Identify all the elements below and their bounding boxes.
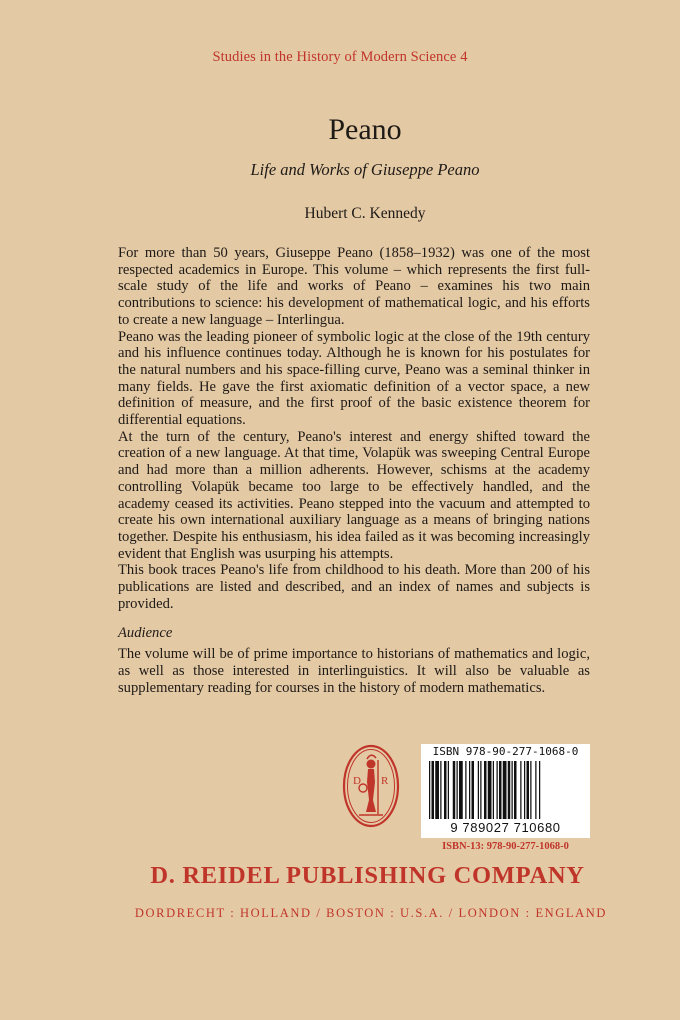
logo-letter-left: D xyxy=(353,775,361,787)
publisher-cities: DORDRECHT : HOLLAND / BOSTON : U.S.A. / LONDON : ENGLAND xyxy=(134,906,608,920)
barcode-isbn-label: ISBN 978-90-277-1068-0 xyxy=(432,745,579,758)
publisher-logo-icon xyxy=(341,742,401,830)
book-title: Peano xyxy=(328,113,402,146)
barcode xyxy=(421,744,590,838)
author-name: Hubert C. Kennedy xyxy=(304,205,426,222)
paragraph-4: This book traces Peano's life from childhood to his death. More than 200 of his publications are listed and described, and an index of names and subjects is provided. xyxy=(118,562,590,612)
paragraph-1: For more than 50 years, Giuseppe Peano (1858–1932) was one of the most respected academics in Europe. This volume – which represents the first full-scale study of the life and works of Peano – examines his two main contributions to science: his development of mathematical logic, and his efforts to create a new language – Interlingua. xyxy=(118,245,590,328)
publisher-name: D. REIDEL PUBLISHING COMPANY xyxy=(150,862,585,889)
description-text xyxy=(118,245,590,696)
series-title: Studies in the History of Modern Science 4 xyxy=(212,49,468,65)
book-subtitle: Life and Works of Giuseppe Peano xyxy=(250,160,480,179)
logo-letter-right: R xyxy=(381,775,389,787)
paragraph-3: At the turn of the century, Peano's interest and energy shifted toward the creation of a new language. At that time, Volapük was sweeping Central Europe and had more than a million adherents. However, schisms at the academy controlling Volapük became too large to be effectively handled, and the academy ceased its activities. Peano stepped into the vacuum and attempted to create his own international auxiliary language as a means of bringing nations together. Despite his enthusiasm, his idea failed as it was becoming increasingly evident that English was usurping his attempts. xyxy=(118,428,590,562)
audience-heading: Audience xyxy=(118,625,173,642)
isbn-13: ISBN-13: 978-90-277-1068-0 xyxy=(442,841,569,852)
audience-paragraph: The volume will be of prime importance to historians of mathematics and logic, as well as those interested in interlinguistics. It will also be valuable as supplementary reading for courses in the history of modern mathematics. xyxy=(118,646,590,696)
barcode-bars-icon xyxy=(427,761,584,819)
barcode-digits: 9 789027 710680 xyxy=(450,820,561,835)
paragraph-2: Peano was the leading pioneer of symbolic logic at the close of the 19th century and his influence continues today. Although he is known for his postulates for the natural numbers and his space-filling curve, Peano was a seminal thinker in many fields. He gave the first axiomatic definition of a vector space, a new definition of measure, and the first proof of the basic existence theorem for differential equations. xyxy=(118,328,590,429)
